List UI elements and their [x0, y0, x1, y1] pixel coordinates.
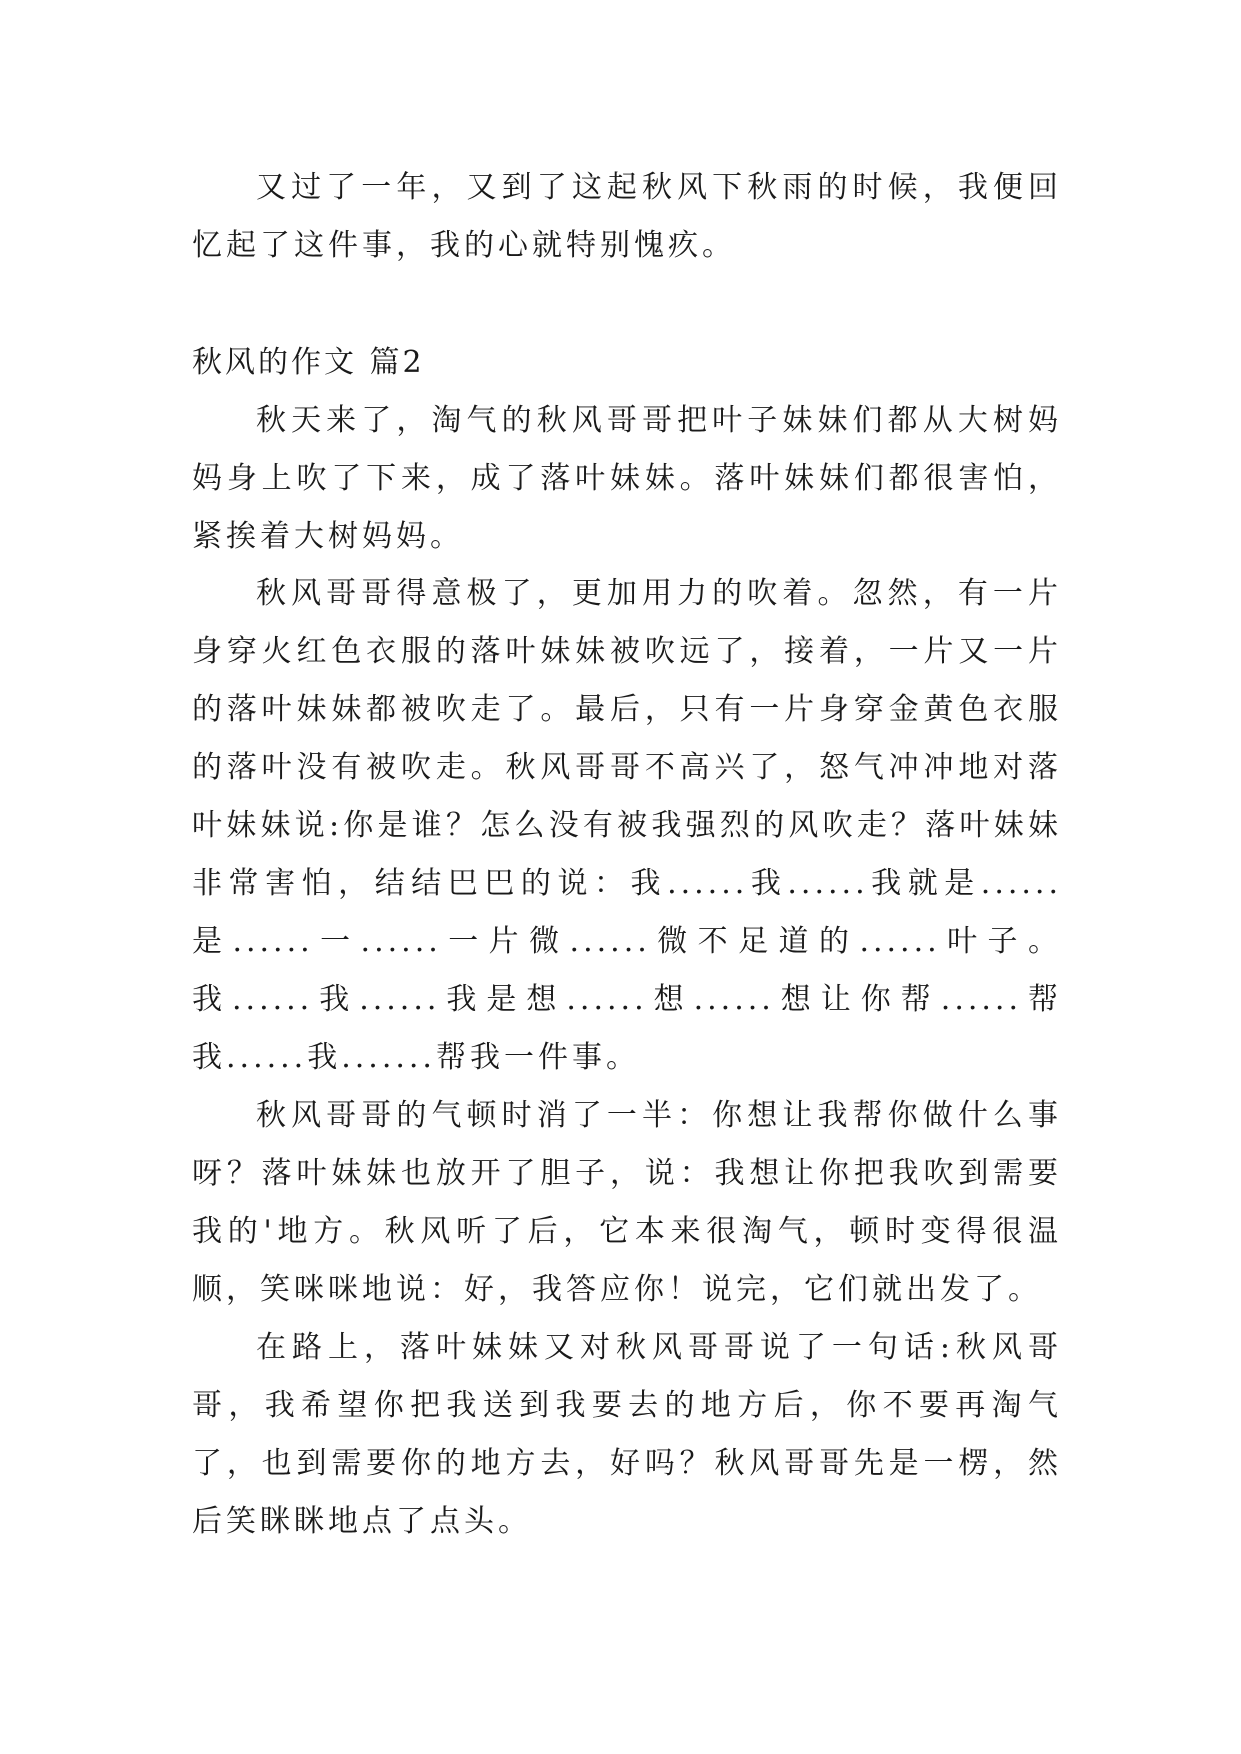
paragraph-5: 在路上，落叶妹妹又对秋风哥哥说了一句话:秋风哥哥，我希望你把我送到我要去的地方后，你不要再淘气了，也到需要你的地方去，好吗？秋风哥哥先是一楞，然后笑眯眯地点了点头。	[192, 1330, 1062, 1539]
paragraph-1: 又过了一年，又到了这起秋风下秋雨的时候，我便回忆起了这件事，我的心就特别愧疚。	[192, 170, 1062, 263]
paragraph-3: 秋风哥哥得意极了，更加用力的吹着。忽然，有一片身穿火红色衣服的落叶妹妹被吹远了，接着，一片又一片的落叶妹妹都被吹走了。最后，只有一片身穿金黄色衣服的落叶没有被吹走。秋风哥哥不高兴了，怒气冲冲地对落叶妹妹说:你是谁？怎么没有被我强烈的风吹走？落叶妹妹非常害怕，结结巴巴的说：我......我......我就是......是......一......一片微......微不足道的......叶子。我......我......我是想......想......想让你帮......帮我......我.......帮我一件事。	[192, 576, 1062, 1075]
section-heading: 秋风的作文 篇2	[192, 345, 425, 380]
paragraph-4: 秋风哥哥的气顿时消了一半：你想让我帮你做什么事呀？落叶妹妹也放开了胆子，说：我想让你把我吹到需要我的'地方。秋风听了后，它本来很淘气，顿时变得很温顺，笑咪咪地说：好，我答应你！说完，它们就出发了。	[192, 1098, 1062, 1307]
paragraph-2: 秋天来了，淘气的秋风哥哥把叶子妹妹们都从大树妈妈身上吹了下来，成了落叶妹妹。落叶妹妹们都很害怕，紧挨着大树妈妈。	[192, 403, 1062, 554]
